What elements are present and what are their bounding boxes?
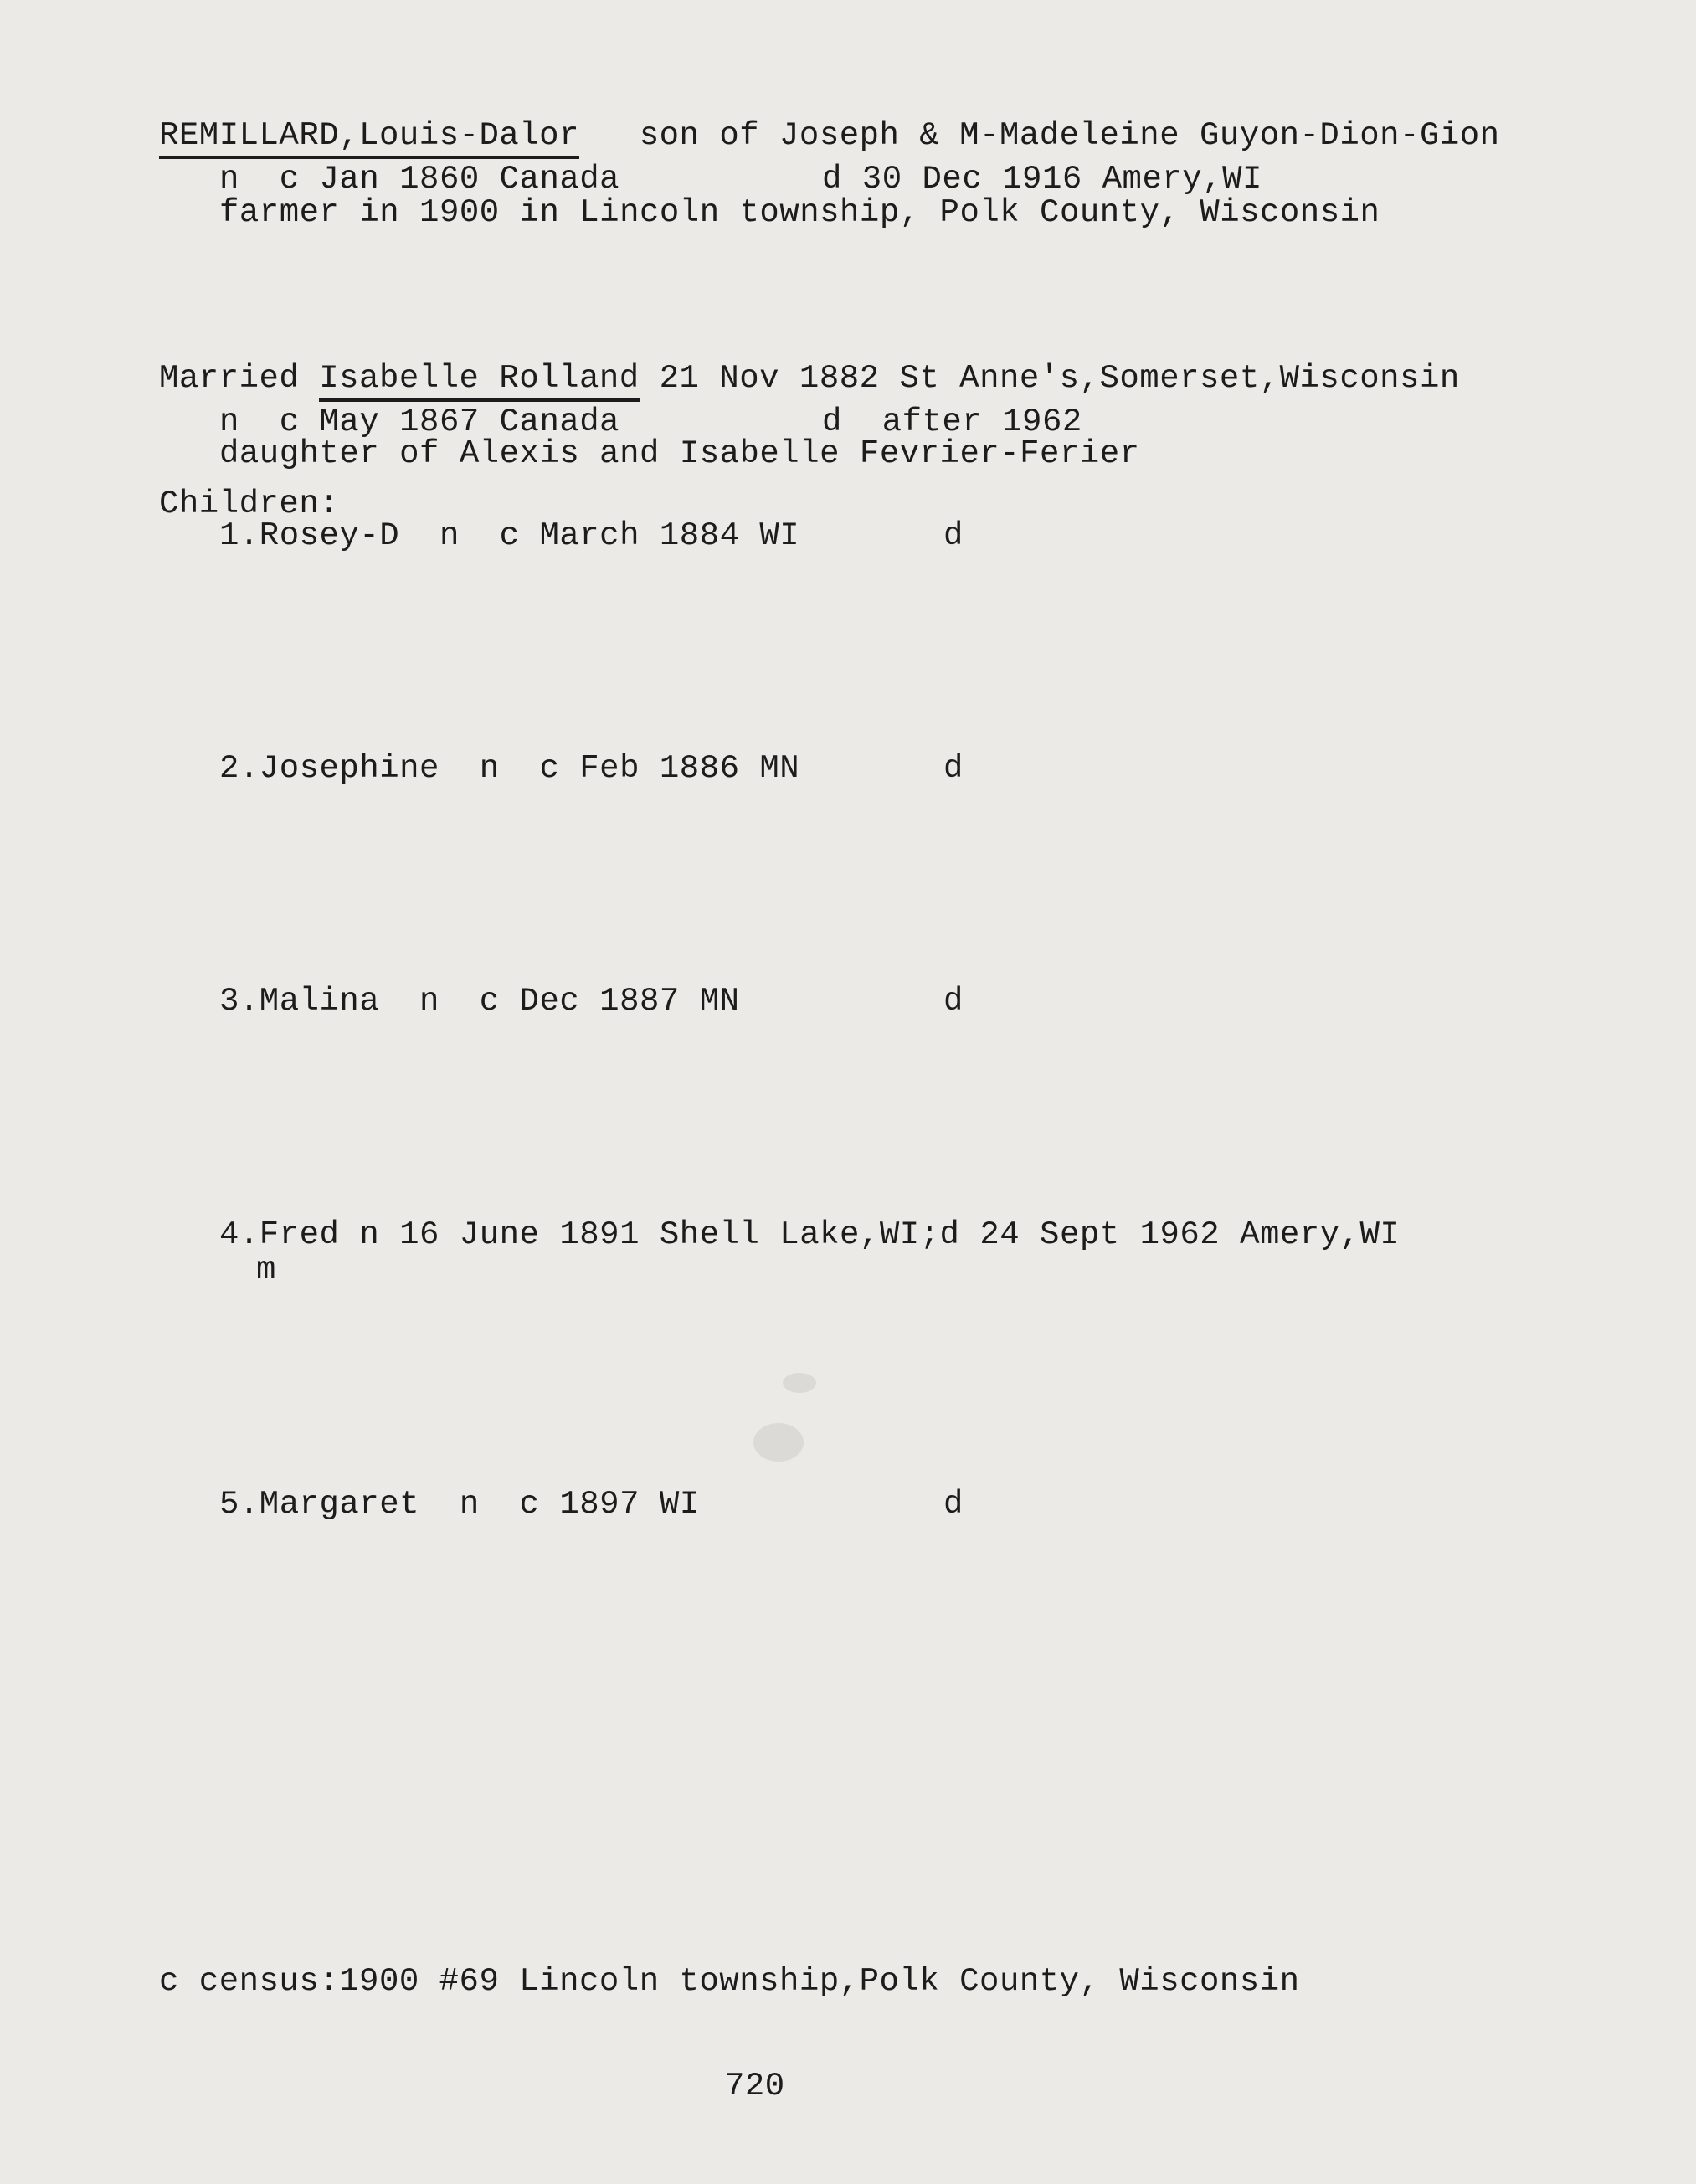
spouse-death: d after 1962 — [822, 403, 1082, 440]
person-birth: n c Jan 1860 Canada — [219, 161, 620, 198]
child-death: d — [943, 750, 964, 787]
person-name: REMILLARD,Louis-Dalor — [159, 117, 579, 159]
spouse-birth: n c May 1867 Canada — [219, 403, 620, 440]
person-death: d 30 Dec 1916 Amery,WI — [822, 161, 1262, 198]
children-heading: Children: — [159, 486, 340, 522]
header-line — [159, 117, 1500, 154]
child-entry: 1.Rosey-D n c March 1884 WI — [219, 517, 800, 554]
marriage-prefix: Married — [159, 360, 320, 397]
page-number: 720 — [725, 2068, 785, 2104]
child-marriage: m — [256, 1251, 276, 1288]
child-entry: 2.Josephine n c Feb 1886 MN — [219, 750, 800, 787]
child-death: d — [943, 1486, 964, 1523]
person-parents: son of Joseph & M-Madeleine Guyon-Dion-Gion — [639, 117, 1500, 154]
marriage-line — [159, 360, 1460, 397]
spouse-name: Isabelle Rolland — [319, 360, 639, 402]
child-death: d — [943, 517, 964, 554]
marriage-details: 21 Nov 1882 St Anne's,Somerset,Wisconsin — [639, 360, 1460, 397]
person-occupation: farmer in 1900 in Lincoln township, Polk County, Wisconsin — [219, 194, 1380, 231]
child-entry: 4.Fred n 16 June 1891 Shell Lake,WI;d 24 Sept 1962 Amery,WI — [219, 1216, 1400, 1253]
paper-smudge — [783, 1373, 816, 1393]
child-entry: 5.Margaret n c 1897 WI — [219, 1486, 700, 1523]
spouse-parents: daughter of Alexis and Isabelle Fevrier-Ferier — [219, 435, 1140, 472]
child-death: d — [943, 983, 964, 1020]
child-entry: 3.Malina n c Dec 1887 MN — [219, 983, 740, 1020]
paper-smudge — [753, 1423, 804, 1462]
source-note: c census:1900 #69 Lincoln township,Polk County, Wisconsin — [159, 1963, 1300, 2000]
